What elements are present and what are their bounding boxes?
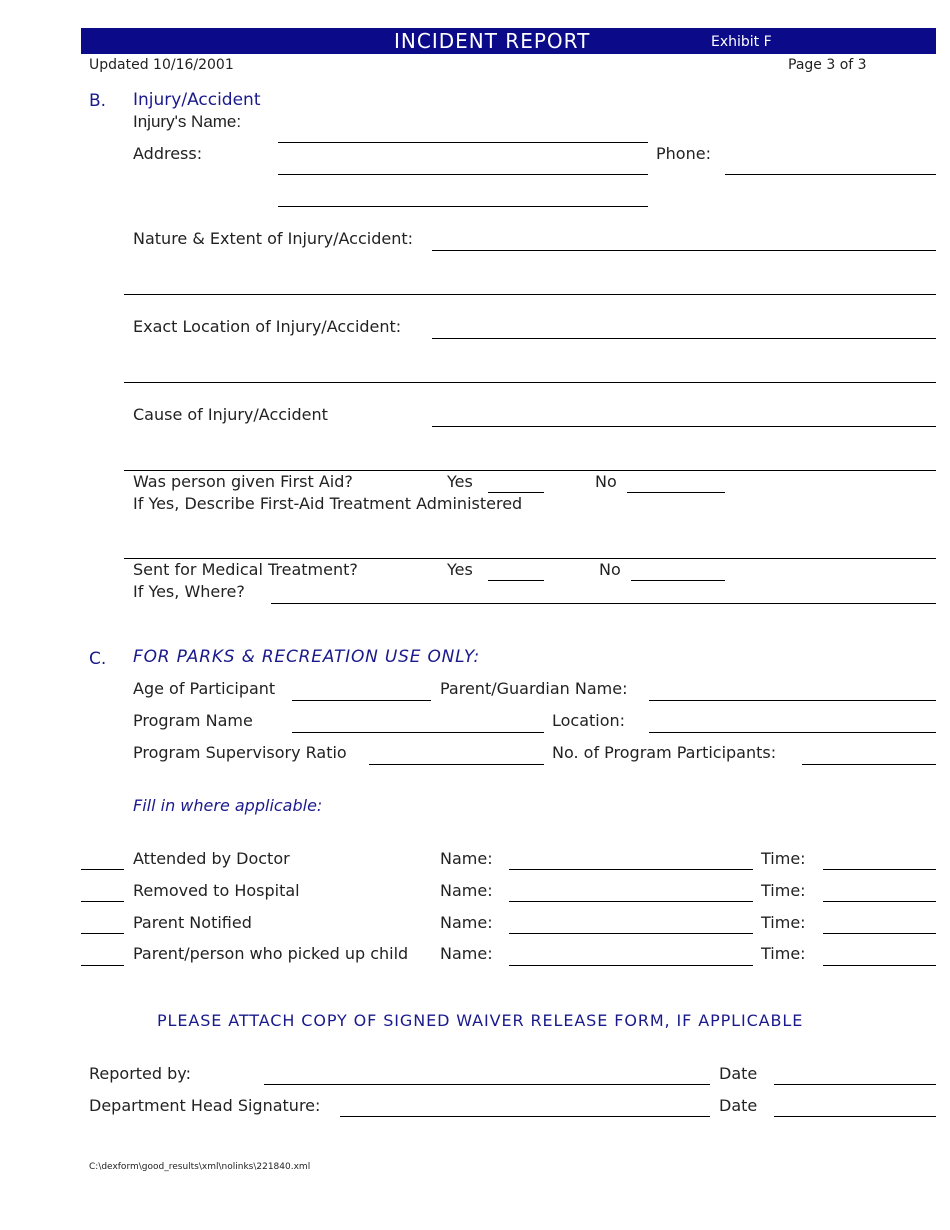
dept-head-label: Department Head Signature: [89, 1096, 321, 1115]
hospital-name-label: Name: [440, 881, 493, 900]
footer-file-path: C:\dexform\good_results\xml\nolinks\221840.xml [89, 1162, 311, 1172]
doctor-name-label: Name: [440, 849, 493, 868]
medical-no-field[interactable] [631, 580, 725, 581]
medical-yes-field[interactable] [488, 580, 544, 581]
form-title: INCIDENT REPORT [394, 29, 591, 53]
parent-notified-time-field[interactable] [823, 933, 936, 934]
ratio-field[interactable] [369, 764, 544, 765]
program-location-label: Location: [552, 711, 626, 730]
injury-name-field[interactable] [278, 142, 648, 143]
hospital-time-field[interactable] [823, 901, 936, 902]
doctor-time-field[interactable] [823, 869, 936, 870]
first-aid-describe-label: If Yes, Describe First-Aid Treatment Administered [133, 494, 523, 513]
parent-notified-time-label: Time: [761, 913, 806, 932]
dept-head-date-label: Date [719, 1096, 758, 1115]
fill-in-label: Fill in where applicable: [133, 796, 323, 815]
reported-date-label: Date [719, 1064, 758, 1083]
address-label: Address: [133, 144, 203, 163]
parent-notified-name-label: Name: [440, 913, 493, 932]
pickup-time-label: Time: [761, 944, 806, 963]
ratio-label: Program Supervisory Ratio [133, 743, 347, 762]
parent-notified-name-field[interactable] [509, 933, 753, 934]
waiver-notice: PLEASE ATTACH COPY OF SIGNED WAIVER RELEASE FORM, IF APPLICABLE [157, 1011, 804, 1030]
cause-field-2[interactable] [124, 470, 936, 471]
pickup-check-field[interactable] [81, 965, 124, 966]
address-field-1[interactable] [278, 174, 648, 175]
section-c-letter: C. [89, 649, 107, 669]
hospital-check-field[interactable] [81, 901, 124, 902]
medical-where-label: If Yes, Where? [133, 582, 245, 601]
participants-label: No. of Program Participants: [552, 743, 777, 762]
section-b-title: Injury/Accident [133, 90, 261, 110]
first-aid-label: Was person given First Aid? [133, 472, 353, 491]
doctor-name-field[interactable] [509, 869, 753, 870]
guardian-label: Parent/Guardian Name: [440, 679, 628, 698]
cause-field-1[interactable] [432, 426, 936, 427]
updated-date: Updated 10/16/2001 [89, 57, 234, 73]
first-aid-no-field[interactable] [627, 492, 725, 493]
first-aid-no-label: No [595, 472, 617, 491]
participants-field[interactable] [802, 764, 936, 765]
phone-field[interactable] [725, 174, 936, 175]
medical-yes-label: Yes [447, 560, 473, 579]
reported-by-field[interactable] [264, 1084, 710, 1085]
pickup-name-field[interactable] [509, 965, 753, 966]
hospital-name-field[interactable] [509, 901, 753, 902]
location-label: Exact Location of Injury/Accident: [133, 317, 402, 336]
medical-no-label: No [599, 560, 621, 579]
cause-label: Cause of Injury/Accident [133, 405, 328, 424]
section-b-letter: B. [89, 91, 107, 111]
location-field-1[interactable] [432, 338, 936, 339]
exhibit-label: Exhibit F [711, 34, 772, 50]
program-location-field[interactable] [649, 732, 936, 733]
section-c-title: FOR PARKS & RECREATION USE ONLY: [133, 647, 481, 667]
first-aid-yes-field[interactable] [488, 492, 544, 493]
first-aid-yes-label: Yes [447, 472, 473, 491]
doctor-label: Attended by Doctor [133, 849, 290, 868]
parent-notified-label: Parent Notified [133, 913, 252, 932]
reported-by-label: Reported by: [89, 1064, 191, 1083]
dept-head-date-field[interactable] [774, 1116, 936, 1117]
pickup-name-label: Name: [440, 944, 493, 963]
nature-field-1[interactable] [432, 250, 936, 251]
doctor-check-field[interactable] [81, 869, 124, 870]
medical-label: Sent for Medical Treatment? [133, 560, 358, 579]
nature-label: Nature & Extent of Injury/Accident: [133, 229, 413, 248]
pickup-label: Parent/person who picked up child [133, 944, 409, 963]
phone-label: Phone: [656, 144, 711, 163]
address-field-2[interactable] [278, 206, 648, 207]
hospital-time-label: Time: [761, 881, 806, 900]
nature-field-2[interactable] [124, 294, 936, 295]
medical-where-field[interactable] [271, 603, 936, 604]
program-name-field[interactable] [292, 732, 544, 733]
injury-name-label: Injury's Name: [133, 112, 242, 131]
age-field[interactable] [292, 700, 431, 701]
page-number: Page 3 of 3 [788, 57, 867, 73]
age-label: Age of Participant [133, 679, 276, 698]
doctor-time-label: Time: [761, 849, 806, 868]
hospital-label: Removed to Hospital [133, 881, 300, 900]
program-name-label: Program Name [133, 711, 253, 730]
parent-notified-check-field[interactable] [81, 933, 124, 934]
first-aid-describe-field[interactable] [124, 558, 936, 559]
guardian-field[interactable] [649, 700, 936, 701]
location-field-2[interactable] [124, 382, 936, 383]
pickup-time-field[interactable] [823, 965, 936, 966]
reported-date-field[interactable] [774, 1084, 936, 1085]
dept-head-field[interactable] [340, 1116, 710, 1117]
